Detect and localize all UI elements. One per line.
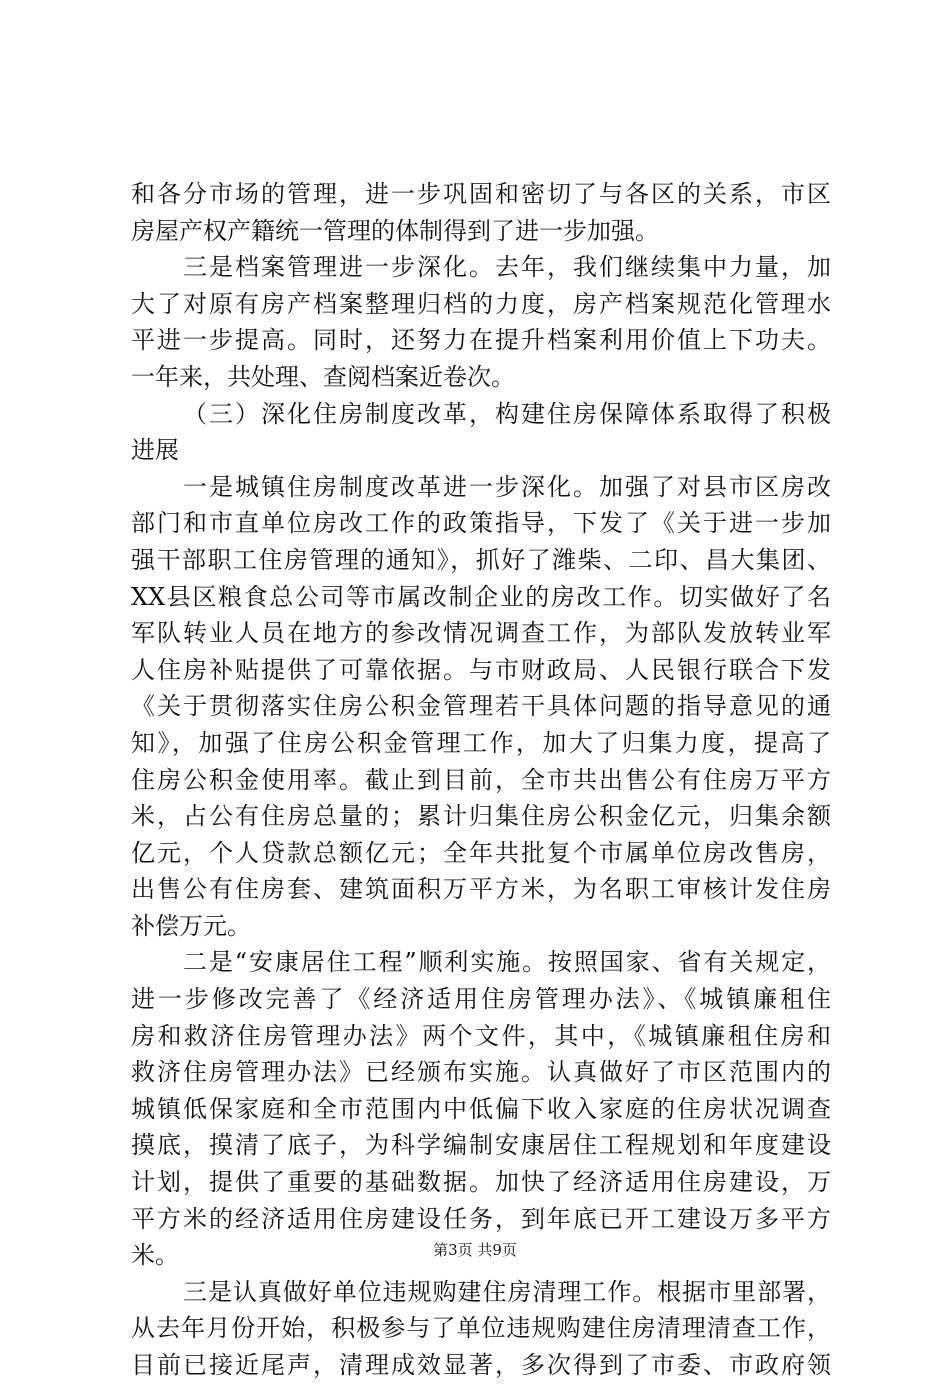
text-line: 住房公积金使用率。截止到目前，全市共出售公有住房万平方 (131, 765, 831, 794)
text-line: 部门和市直单位房改工作的政策指导，下发了《关于进一步加 (131, 509, 831, 538)
page-footer (0, 1240, 950, 1260)
text-line: 大了对原有房产档案整理归档的力度，房产档案规范化管理水 (131, 289, 831, 318)
text-line: 救济住房管理办法》已经颁布实施。认真做好了市区范围内的 (131, 1058, 831, 1087)
text-line: 城镇低保家庭和全市范围内中低偏下收入家庭的住房状况调查 (131, 1094, 831, 1123)
document-body (131, 176, 831, 1384)
text-line: 亿元，个人贷款总额亿元；全年共批复个市属单位房改售房， (131, 838, 831, 867)
text-line: 补偿万元。 (131, 911, 251, 940)
text-line: 出售公有住房套、建筑面积万平方米，为名职工审核计发住房 (131, 875, 831, 904)
text-line: 和各分市场的管理，进一步巩固和密切了与各区的关系，市区 (131, 180, 831, 208)
text-line: 房屋产权产籍统一管理的体制得到了进一步加强。 (131, 216, 659, 245)
text-line: 平进一步提高。同时，还努力在提升档案利用价值上下功夫。 (131, 326, 831, 355)
paragraph-start-line: 一是城镇住房制度改革进一步深化。加强了对县市区房改 (183, 472, 831, 501)
text-line: 知》，加强了住房公积金管理工作，加大了归集力度，提高了 (131, 728, 831, 757)
text-line: 进一步修改完善了《经济适用住房管理办法》、《城镇廉租住 (131, 985, 831, 1014)
text-line: 从去年月份开始，积极参与了单位违规购建住房清理清查工作， (131, 1314, 831, 1343)
paragraph-start-line: 三是档案管理进一步深化。去年，我们继续集中力量，加 (183, 253, 831, 282)
text-line: 房和救济住房管理办法》两个文件，其中，《城镇廉租住房和 (131, 1021, 831, 1050)
section-heading-line: （三）深化住房制度改革，构建住房保障体系取得了积极 (183, 399, 831, 428)
text-line: 《关于贯彻落实住房公积金管理若干具体问题的指导意见的通 (131, 692, 831, 721)
text-line: 摸底，摸清了底子，为科学编制安康居住工程规划和年度建设 (131, 1131, 831, 1160)
text-line: 军队转业人员在地方的参改情况调查工作，为部队发放转业军 (131, 619, 831, 648)
text-line: 米，占公有住房总量的；累计归集住房公积金亿元，归集余额 (131, 802, 831, 831)
text-line: 计划，提供了重要的基础数据。加快了经济适用住房建设，万 (131, 1168, 831, 1197)
paragraph-start-line: 三是认真做好单位违规购建住房清理工作。根据市里部署， (183, 1277, 831, 1306)
text-line: 强干部职工住房管理的通知》，抓好了潍柴、二印、昌大集团、 (131, 545, 831, 574)
text-line: 一年来，共处理、查阅档案近卷次。 (131, 362, 515, 391)
text-line: 目前已接近尾声，清理成效显著，多次得到了市委、市政府领 (131, 1351, 831, 1379)
text-line: XX县区粮食总公司等市属改制企业的房改工作。切实做好了名 (131, 582, 831, 611)
text-line: 平方米的经济适用住房建设任务，到年底已开工建设万多平方 (131, 1204, 831, 1233)
paragraph-start-line: 二是“安康居住工程”顺利实施。按照国家、省有关规定， (183, 948, 831, 977)
text-line: 米。 (131, 1241, 179, 1270)
text-line: 人住房补贴提供了可靠依据。与市财政局、人民银行联合下发 (131, 655, 831, 684)
page-number: 第3页 共9页 (433, 1241, 517, 1259)
section-heading-line: 进展 (131, 436, 179, 465)
